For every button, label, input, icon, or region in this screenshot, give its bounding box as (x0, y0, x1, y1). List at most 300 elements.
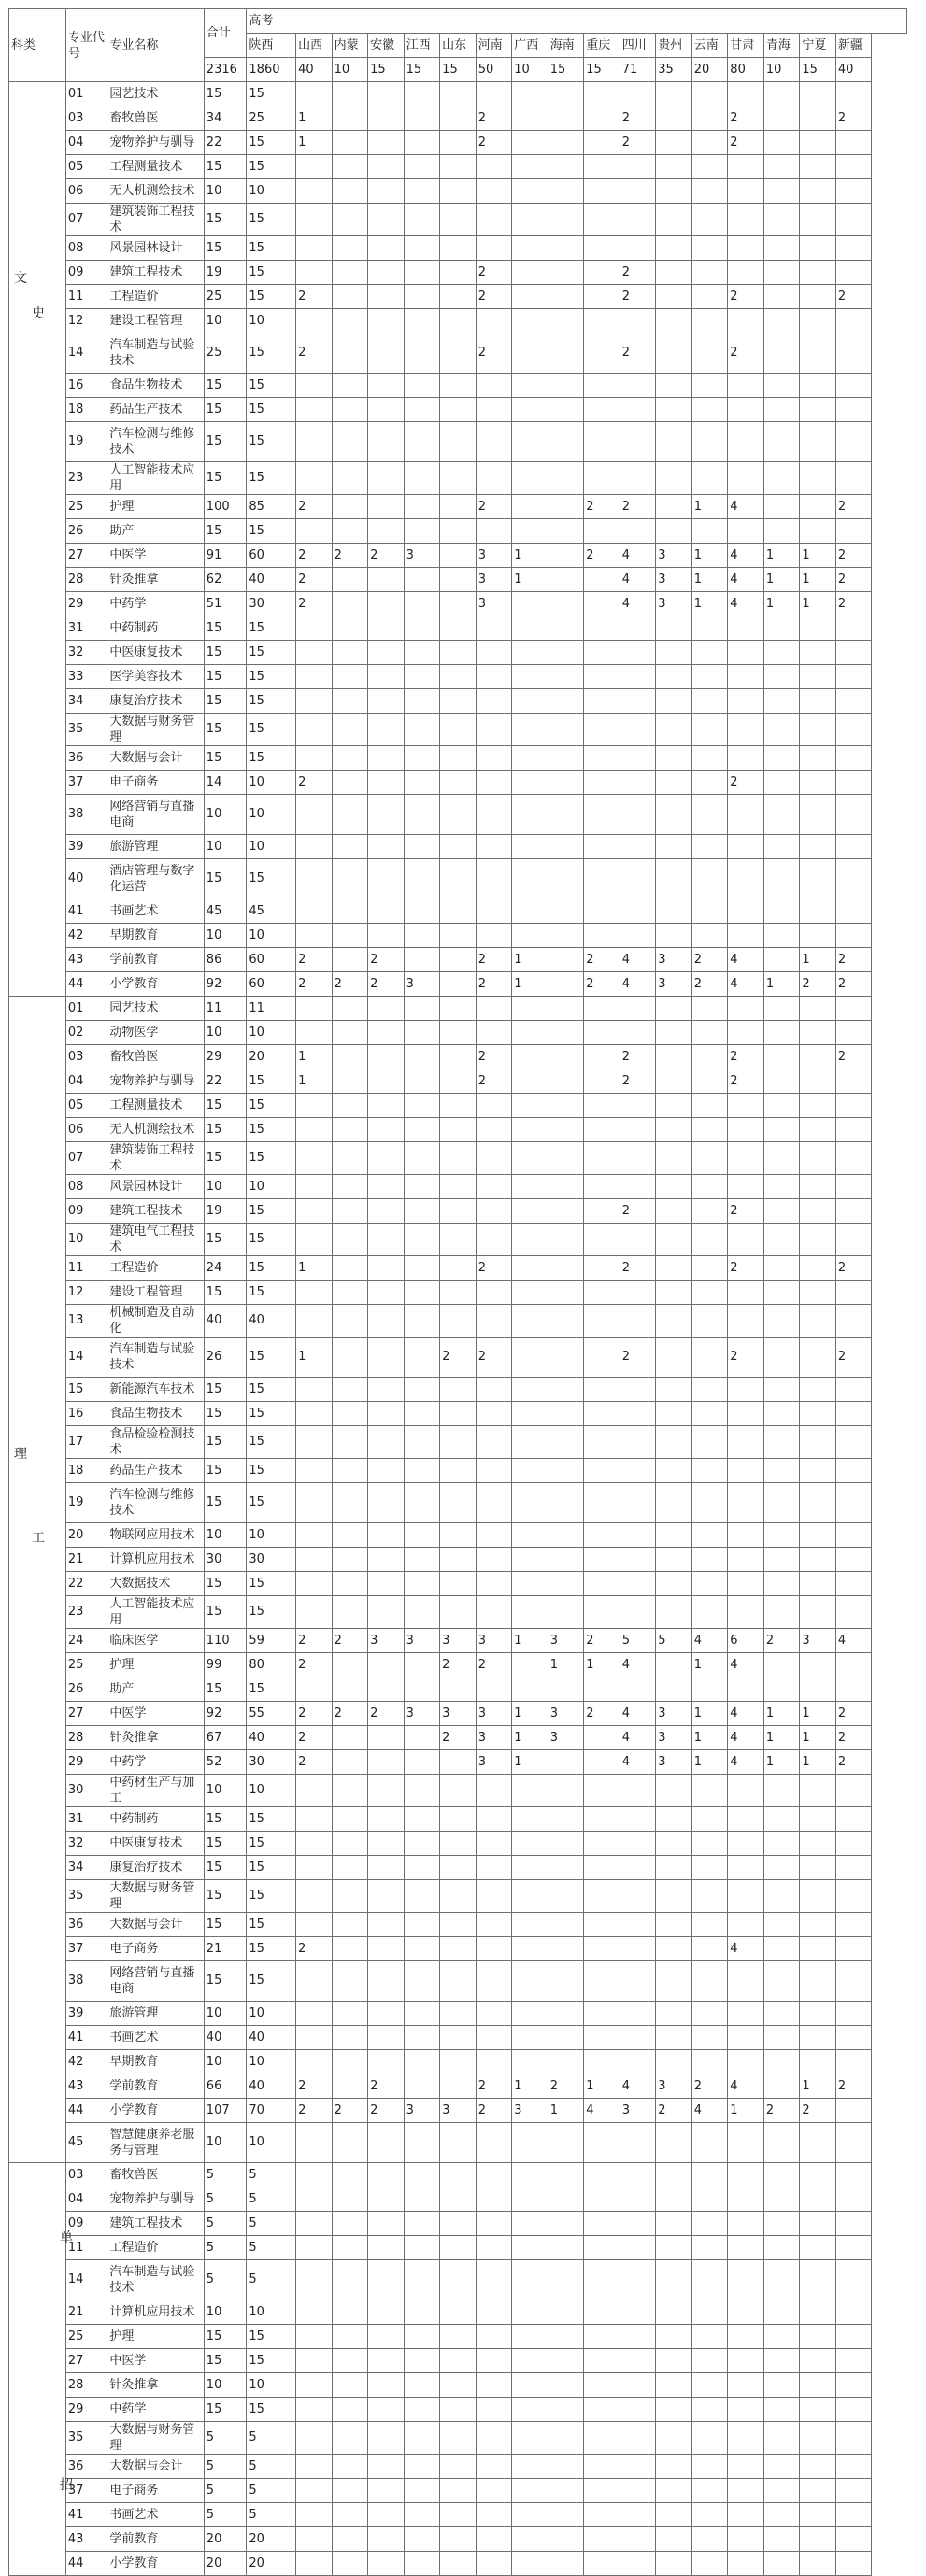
total-count: 5 (204, 2187, 247, 2212)
province-count (835, 1378, 872, 1402)
province-count (476, 2260, 512, 2300)
province-count (763, 309, 800, 333)
province-count (548, 2187, 584, 2212)
province-count (691, 285, 728, 309)
province-count (512, 1880, 548, 1913)
province-count (620, 398, 656, 422)
shaanxi-count: 45 (247, 899, 296, 924)
province-count (763, 179, 800, 204)
province-count (440, 771, 477, 795)
province-count: 3 (548, 1629, 584, 1653)
province-count (691, 2325, 728, 2349)
table-row (9, 2212, 907, 2236)
province-count (548, 261, 584, 285)
major-code: 21 (65, 1548, 107, 1572)
province-count (763, 2026, 800, 2050)
table-row (9, 568, 907, 592)
province-count (763, 374, 800, 398)
province-count (296, 2479, 333, 2503)
province-count (584, 2002, 620, 2026)
province-count: 2 (691, 948, 728, 972)
province-count (763, 2002, 800, 2026)
major-code: 29 (65, 1750, 107, 1775)
province-count (691, 771, 728, 795)
province-count (476, 1913, 512, 1937)
province-count (584, 1199, 620, 1224)
province-count (620, 204, 656, 236)
province-count (404, 2212, 440, 2236)
province-count (368, 1961, 405, 2002)
shaanxi-count: 10 (247, 2373, 296, 2398)
province-count (584, 835, 620, 859)
province-count (440, 1281, 477, 1305)
province-count (620, 714, 656, 746)
province-count (512, 1913, 548, 1937)
province-count (404, 1775, 440, 1807)
province-count (584, 2260, 620, 2300)
shaanxi-count: 15 (247, 616, 296, 641)
province-count (404, 155, 440, 179)
province-count: 1 (800, 1702, 836, 1726)
province-count (440, 374, 477, 398)
province-count (548, 746, 584, 771)
province-count (800, 2479, 836, 2503)
province-count: 2 (476, 1045, 512, 1069)
province-count: 2 (728, 285, 764, 309)
major-code: 03 (65, 1045, 107, 1069)
province-count (296, 422, 333, 462)
table-row (9, 422, 907, 462)
province-count (296, 2236, 333, 2260)
province-count: 2 (620, 131, 656, 155)
major-code: 11 (65, 2236, 107, 2260)
province-count (620, 2398, 656, 2422)
province-count (620, 1937, 656, 1961)
shaanxi-count: 15 (247, 155, 296, 179)
province-count (440, 1750, 477, 1775)
province-count (656, 1548, 692, 1572)
province-count (332, 2260, 368, 2300)
province-count: 2 (620, 261, 656, 285)
province-count (440, 2349, 477, 2373)
major-code: 19 (65, 1483, 107, 1523)
province-count (368, 519, 405, 544)
province-count (548, 2422, 584, 2455)
province-count (296, 179, 333, 204)
province-count (620, 795, 656, 835)
province-count: 3 (440, 1702, 477, 1726)
province-count (476, 1224, 512, 1256)
province-count (728, 1118, 764, 1142)
province-count (584, 519, 620, 544)
province-count (835, 131, 872, 155)
province-count: 1 (763, 544, 800, 568)
province-count (296, 2026, 333, 2050)
table-row (9, 1045, 907, 1069)
province-count (476, 82, 512, 106)
province-count (584, 592, 620, 616)
province-count: 2 (835, 948, 872, 972)
province-count (728, 641, 764, 665)
province-count (584, 1832, 620, 1856)
province-count (476, 665, 512, 689)
total-count: 10 (204, 2050, 247, 2074)
province-count: 1 (296, 131, 333, 155)
province-count (584, 1338, 620, 1378)
province-count (763, 714, 800, 746)
province-count (728, 1378, 764, 1402)
total-count: 10 (204, 835, 247, 859)
province-count (763, 236, 800, 261)
major-name: 建筑装饰工程技术 (107, 204, 204, 236)
province-count: 2 (800, 2099, 836, 2123)
province-count (548, 2398, 584, 2422)
province-count (620, 746, 656, 771)
province-count (296, 899, 333, 924)
table-row (9, 2373, 907, 2398)
province-count (691, 1483, 728, 1523)
province-count (440, 1548, 477, 1572)
province-count (548, 1338, 584, 1378)
shaanxi-count: 15 (247, 398, 296, 422)
province-count (835, 2325, 872, 2349)
major-name: 大数据与财务管理 (107, 714, 204, 746)
province-count (763, 2422, 800, 2455)
major-code: 07 (65, 204, 107, 236)
province-count (728, 2260, 764, 2300)
province-total: 10 (763, 58, 800, 82)
major-code: 16 (65, 374, 107, 398)
province-count (296, 1402, 333, 1426)
province-count (800, 1256, 836, 1281)
province-count (548, 2325, 584, 2349)
province-count (368, 1880, 405, 1913)
province-count (548, 1775, 584, 1807)
province-count (332, 82, 368, 106)
table-row (9, 1256, 907, 1281)
province-count (835, 1021, 872, 1045)
province-count (763, 616, 800, 641)
table-row (9, 179, 907, 204)
province-count (440, 1094, 477, 1118)
province-count (584, 795, 620, 835)
province-count: 2 (368, 972, 405, 997)
table-row (9, 2398, 907, 2422)
province-count (800, 1596, 836, 1629)
province-count (332, 1483, 368, 1523)
major-name: 建筑装饰工程技术 (107, 1142, 204, 1175)
province-count (296, 2163, 333, 2187)
province-count (512, 1653, 548, 1677)
major-code: 41 (65, 2503, 107, 2527)
province-count (835, 462, 872, 495)
province-count (512, 1596, 548, 1629)
province-count (835, 1142, 872, 1175)
province-count (548, 1596, 584, 1629)
province-count (440, 285, 477, 309)
province-count (404, 2236, 440, 2260)
province-count (404, 1338, 440, 1378)
shaanxi-count: 15 (247, 1572, 296, 1596)
province-count (620, 2552, 656, 2576)
province-count (584, 1856, 620, 1880)
province-count (368, 1596, 405, 1629)
province-count: 2 (548, 2074, 584, 2099)
province-count (656, 616, 692, 641)
province-count (332, 665, 368, 689)
province-count (620, 2260, 656, 2300)
province-count (835, 1856, 872, 1880)
province-count (440, 2527, 477, 2552)
major-name: 针灸推拿 (107, 1726, 204, 1750)
province-count (691, 2300, 728, 2325)
total-count: 10 (204, 1175, 247, 1199)
province-count (404, 1596, 440, 1629)
province-count: 2 (296, 333, 333, 374)
province-count (476, 2002, 512, 2026)
province-count: 3 (476, 592, 512, 616)
province-count: 4 (728, 972, 764, 997)
province-count (512, 641, 548, 665)
province-count (476, 1094, 512, 1118)
category-label: 招 (60, 2478, 73, 2493)
province-count (296, 1224, 333, 1256)
major-code: 02 (65, 1021, 107, 1045)
province-count: 1 (691, 1726, 728, 1750)
province-count: 2 (835, 544, 872, 568)
province-count (476, 1775, 512, 1807)
major-name: 新能源汽车技术 (107, 1378, 204, 1402)
province-count (620, 2373, 656, 2398)
province-count: 2 (368, 2099, 405, 2123)
province-count (620, 155, 656, 179)
major-code: 01 (65, 82, 107, 106)
province-count: 4 (584, 2099, 620, 2123)
province-count (584, 859, 620, 899)
major-code: 41 (65, 2026, 107, 2050)
major-code: 37 (65, 1937, 107, 1961)
total-count: 5 (204, 2422, 247, 2455)
total-count: 15 (204, 155, 247, 179)
province-count (332, 204, 368, 236)
province-count (548, 106, 584, 131)
province-count (728, 1775, 764, 1807)
province-count: 1 (296, 106, 333, 131)
province-count (691, 1913, 728, 1937)
province-count: 2 (835, 495, 872, 519)
province-count (728, 1523, 764, 1548)
province-count (584, 2236, 620, 2260)
province-count (620, 2002, 656, 2026)
shaanxi-count: 5 (247, 2163, 296, 2187)
province-count: 1 (584, 2074, 620, 2099)
province-count (404, 261, 440, 285)
province-count: 1 (800, 1726, 836, 1750)
province-count (800, 333, 836, 374)
province-count (332, 1775, 368, 1807)
total-count: 15 (204, 746, 247, 771)
shaanxi-count: 15 (247, 82, 296, 106)
province-count: 3 (476, 1726, 512, 1750)
total-count: 52 (204, 1750, 247, 1775)
total-count: 25 (204, 333, 247, 374)
table-row (9, 2050, 907, 2074)
major-name: 小学教育 (107, 2099, 204, 2123)
province-count (332, 1338, 368, 1378)
major-name: 大数据与财务管理 (107, 2422, 204, 2455)
province-count (763, 1224, 800, 1256)
shaanxi-count: 15 (247, 1224, 296, 1256)
province-count (476, 1483, 512, 1523)
province-count: 3 (656, 948, 692, 972)
province-count (332, 859, 368, 899)
province-count (440, 1256, 477, 1281)
province-count: 3 (404, 1702, 440, 1726)
province-count (332, 1142, 368, 1175)
province-count (800, 2527, 836, 2552)
province-count (476, 1596, 512, 1629)
province-count (763, 1338, 800, 1378)
province-count (476, 1281, 512, 1305)
major-name: 中药学 (107, 1750, 204, 1775)
province-count (620, 1402, 656, 1426)
table-row (9, 131, 907, 155)
province-count (584, 2026, 620, 2050)
major-name: 宠物养护与驯导 (107, 1069, 204, 1094)
province-count: 2 (296, 592, 333, 616)
total-count: 10 (204, 309, 247, 333)
province-count: 2 (835, 1045, 872, 1069)
province-count (440, 997, 477, 1021)
province-count (835, 2373, 872, 2398)
major-code: 36 (65, 1913, 107, 1937)
major-code: 37 (65, 771, 107, 795)
province-count (476, 1402, 512, 1426)
province-count (332, 261, 368, 285)
province-count (835, 641, 872, 665)
major-name: 书画艺术 (107, 2503, 204, 2527)
major-code: 43 (65, 948, 107, 972)
province-count (404, 1142, 440, 1175)
province-count (440, 1378, 477, 1402)
province-count (476, 1677, 512, 1702)
province-count (476, 2163, 512, 2187)
table-row (9, 1913, 907, 1937)
province-count (440, 544, 477, 568)
province-count (404, 1750, 440, 1775)
province-count (440, 2300, 477, 2325)
shaanxi-count: 15 (247, 1937, 296, 1961)
province-count: 2 (584, 1629, 620, 1653)
province-count (728, 616, 764, 641)
shaanxi-count: 60 (247, 972, 296, 997)
major-code: 06 (65, 1118, 107, 1142)
province-count (368, 2479, 405, 2503)
province-count (440, 519, 477, 544)
province-count (368, 462, 405, 495)
province-count (584, 398, 620, 422)
province-count (584, 1021, 620, 1045)
province-count: 3 (620, 2099, 656, 2123)
province-count (656, 519, 692, 544)
province-header: 青海 (763, 34, 800, 58)
province-count (404, 519, 440, 544)
province-count (728, 1175, 764, 1199)
major-name: 无人机测绘技术 (107, 1118, 204, 1142)
province-count (656, 1142, 692, 1175)
province-count (620, 2527, 656, 2552)
province-count (584, 155, 620, 179)
province-count (584, 2300, 620, 2325)
province-count (835, 1094, 872, 1118)
province-count: 2 (476, 2074, 512, 2099)
province-count (512, 1281, 548, 1305)
province-count (404, 2527, 440, 2552)
province-count (332, 1094, 368, 1118)
province-count (440, 1832, 477, 1856)
province-count (835, 2236, 872, 2260)
province-count (691, 422, 728, 462)
major-name: 动物医学 (107, 1021, 204, 1045)
province-count (548, 1807, 584, 1832)
province-count (584, 204, 620, 236)
province-count (512, 1459, 548, 1483)
category-cell (9, 997, 66, 2163)
province-count (691, 859, 728, 899)
province-count (584, 2325, 620, 2349)
province-count: 4 (620, 1750, 656, 1775)
table-row (9, 1832, 907, 1856)
province-count (656, 82, 692, 106)
province-count (656, 374, 692, 398)
province-count (584, 2050, 620, 2074)
total-count: 5 (204, 2503, 247, 2527)
province-count (835, 1459, 872, 1483)
province-count (835, 236, 872, 261)
province-count (691, 2026, 728, 2050)
province-count (656, 1677, 692, 1702)
province-total: 80 (728, 58, 764, 82)
shaanxi-count: 30 (247, 1548, 296, 1572)
province-count (548, 2123, 584, 2163)
province-count: 2 (620, 1045, 656, 1069)
province-count (584, 285, 620, 309)
province-count (476, 689, 512, 714)
province-count (476, 2212, 512, 2236)
province-count (332, 1069, 368, 1094)
province-count (656, 2236, 692, 2260)
province-count (296, 859, 333, 899)
province-count (296, 2325, 333, 2349)
table-row (9, 924, 907, 948)
province-count (548, 1224, 584, 1256)
province-count: 2 (584, 948, 620, 972)
province-count (476, 519, 512, 544)
table-row (9, 2099, 907, 2123)
province-count (296, 2187, 333, 2212)
province-count (404, 746, 440, 771)
province-count (728, 204, 764, 236)
province-count (296, 2503, 333, 2527)
province-count (763, 333, 800, 374)
province-count (800, 689, 836, 714)
province-count (548, 2212, 584, 2236)
province-count (728, 422, 764, 462)
province-count (404, 641, 440, 665)
major-name: 汽车检测与维修技术 (107, 422, 204, 462)
province-count (763, 519, 800, 544)
province-count (368, 398, 405, 422)
